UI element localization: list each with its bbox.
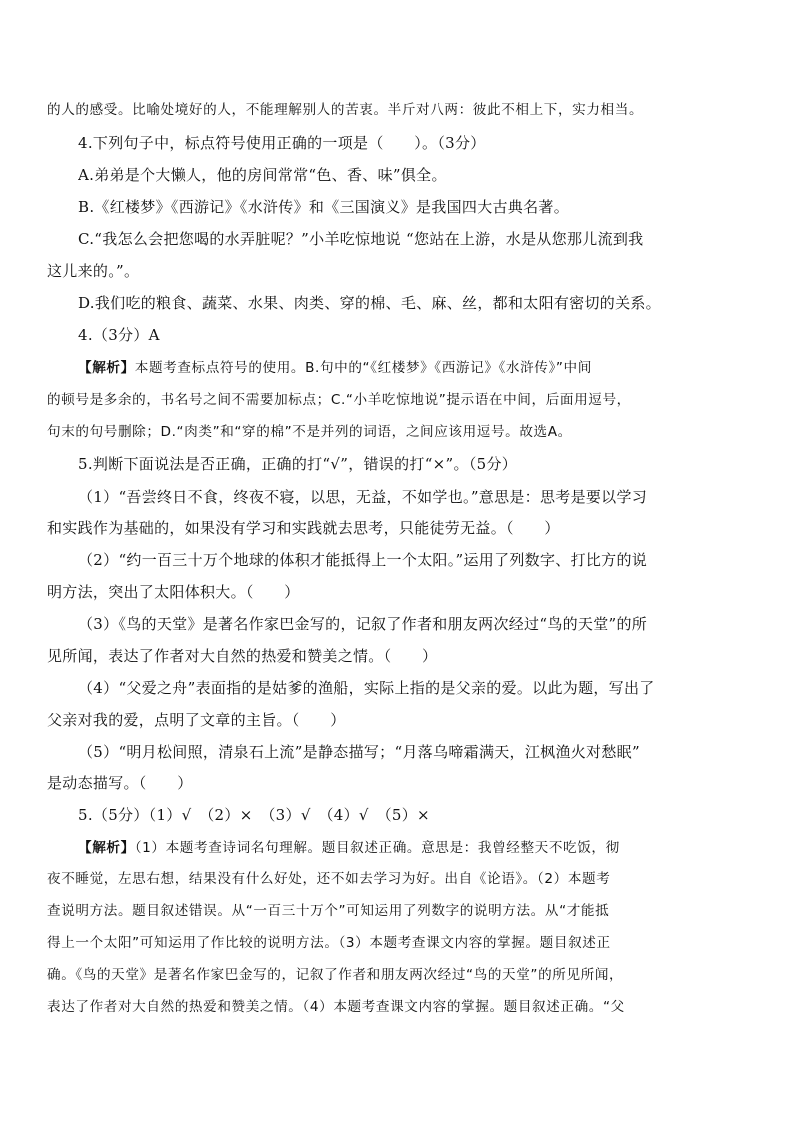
statement-3: （3）《鸟的天堂》是著名作家巴金写的，记叙了作者和朋友两次经过“鸟的天堂”的所 — [78, 615, 648, 633]
statement-1: （1）“吾尝终日不食，终夜不寝，以思，无益，不如学也。”意思是：思考是要以学习 — [78, 488, 648, 506]
statement-5-continued: 是动态描写。（ ） — [47, 774, 193, 792]
analysis-tag: 【解析】 — [78, 360, 135, 376]
analysis-5-line: 查说明方法。题目叙述错误。从“一百三十万个”可知运用了列数字的说明方法。从“才能抵 — [47, 903, 610, 919]
analysis-4-line: 的顿号是多余的，书名号之间不需要加标点；C.“小羊吃惊地说”提示语在中间，后面用逗号， — [47, 392, 631, 408]
analysis-4-line — [78, 358, 758, 378]
statement-3-continued: 见所闻，表达了作者对大自然的热爱和赞美之情。（ ） — [47, 647, 438, 665]
analysis-5-line: 确。《鸟的天堂》是著名作家巴金写的，记叙了作者和朋友两次经过“鸟的天堂”的所见所闻， — [47, 967, 624, 983]
statement-4: （4）“父爱之舟”表面指的是姑爹的渔船，实际上指的是父亲的爱。以此为题，写出了 — [78, 679, 655, 697]
analysis-text: 本题考查标点符号的使用。B.句中的“《红楼梦》《西游记》《水浒传》”中间 — [134, 360, 592, 376]
analysis-5-line: 表达了作者对大自然的热爱和赞美之情。（4）本题考查课文内容的掌握。题目叙述正确。“父 — [47, 999, 625, 1015]
analysis-5-line — [78, 838, 758, 858]
statement-2-continued: 明方法，突出了太阳体积大。（ ） — [47, 583, 300, 601]
option-c-continued: 这儿来的。”。 — [47, 262, 140, 280]
statement-5: （5）“明月松间照，清泉石上流”是静态描写；“月落乌啼霜满天，江枫渔火对愁眠” — [78, 743, 640, 761]
answer-5: 5.（5分）（1）√ （2）× （3）√ （4）√ （5）× — [78, 806, 430, 824]
statement-1-continued: 和实践作为基础的，如果没有学习和实践就去思考，只能徒劳无益。（ ） — [47, 519, 560, 537]
analysis-5-line: 得上一个太阳”可知运用了作比较的说明方法。（3）本题考查课文内容的掌握。题目叙述正 — [47, 935, 611, 951]
analysis-tag: 【解析】 — [78, 840, 135, 856]
analysis-4-line: 句末的句号删除；D.“肉类”和“穿的棉”不是并列的词语，之间应该用逗号。故选A。 — [47, 424, 572, 440]
analysis-5-line: 夜不睡觉，左思右想，结果没有什么好处，还不如去学习为好。出自《论语》。（2）本题考 — [47, 871, 611, 887]
option-c: C.“我怎么会把您喝的水弄脏呢？”小羊吃惊地说 “您站在上游，水是从您那儿流到我 — [78, 230, 644, 248]
answer-4: 4.（3分）A — [78, 326, 160, 344]
option-b: B.《红楼梦》《西游记》《水浒传》和《三国演义》是我国四大古典名著。 — [78, 198, 569, 216]
statement-4-continued: 父亲对我的爱，点明了文章的主旨。（ ） — [47, 711, 346, 729]
explanation-line: 的人的感受。比喻处境好的人，不能理解别人的苦衷。半斤对八两：彼此不相上下，实力相当。 — [47, 102, 644, 118]
option-a: A.弟弟是个大懒人，他的房间常常“色、香、味”俱全。 — [78, 166, 447, 184]
question-5-stem: 5.判断下面说法是否正确，正确的打“√”，错误的打“×”。（5分） — [78, 455, 518, 473]
statement-2: （2）“约一百三十万个地球的体积才能抵得上一个太阳。”运用了列数字、打比方的说 — [78, 551, 648, 569]
question-4-stem: 4.下列句子中，标点符号使用正确的一项是（ ）。（3分） — [78, 134, 486, 152]
option-d: D.我们吃的粮食、蔬菜、水果、肉类、穿的棉、毛、麻、丝，都和太阳有密切的关系。 — [78, 294, 661, 312]
analysis-text: （1）本题考查诗词名句理解。题目叙述正确。意思是：我曾经整天不吃饭，彻 — [134, 840, 620, 856]
